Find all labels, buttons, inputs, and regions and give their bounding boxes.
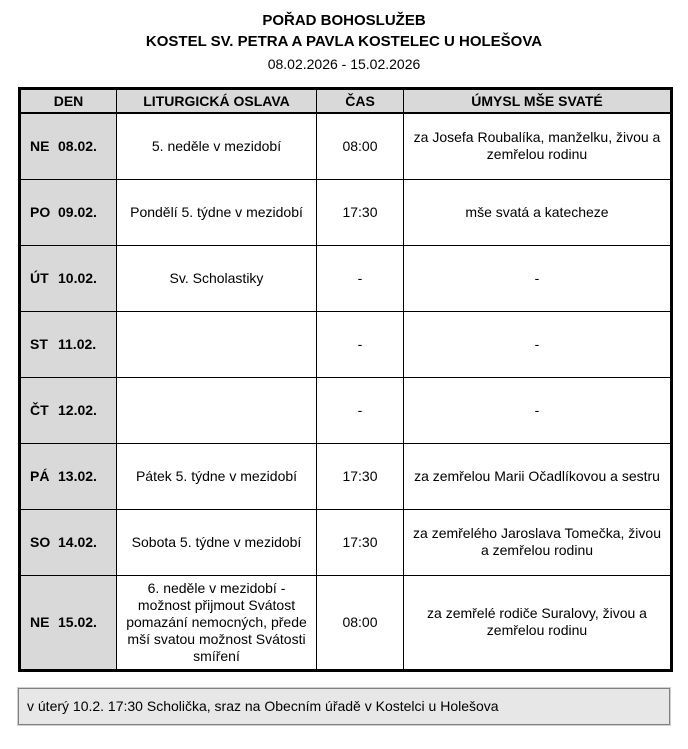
table-row <box>20 377 672 443</box>
intention-cell: mše svatá a katecheze <box>404 179 672 245</box>
column-header-cas: ČAS <box>317 89 404 114</box>
table-row <box>20 311 672 377</box>
day-cell <box>20 377 117 443</box>
schedule-header <box>20 89 672 114</box>
column-header-umysl: ÚMYSL MŠE SVATÉ <box>404 89 672 114</box>
time-cell: 08:00 <box>317 113 404 179</box>
intention-cell: za zemřelého Jaroslava Tomečka, živou a zemřelou rodinu <box>404 509 672 575</box>
day-cell <box>20 179 117 245</box>
celebration-cell: Sobota 5. týdne v mezidobí <box>117 509 317 575</box>
table-row <box>20 179 672 245</box>
celebration-cell: Pátek 5. týdne v mezidobí <box>117 443 317 509</box>
day-abbrev: PÁ <box>30 467 50 484</box>
day-date: 10.02. <box>58 269 97 286</box>
column-header-den: DEN <box>20 89 117 114</box>
celebration-cell <box>117 377 317 443</box>
page-title: POŘAD BOHOSLUŽEB <box>262 12 426 29</box>
page-subtitle: KOSTEL SV. PETRA A PAVLA KOSTELEC U HOLEŠOVA <box>145 33 543 50</box>
day-date: 09.02. <box>58 203 97 220</box>
day-abbrev: NE <box>30 613 50 630</box>
table-row <box>20 113 672 179</box>
day-abbrev: PO <box>30 203 51 220</box>
day-date: 08.02. <box>58 137 97 154</box>
table-row <box>20 245 672 311</box>
time-cell: 17:30 <box>317 179 404 245</box>
table-row <box>20 575 672 670</box>
date-range: 08.02.2026 - 15.02.2026 <box>267 56 421 72</box>
day-abbrev: NE <box>30 137 50 154</box>
footer-note: v úterý 10.2. 17:30 Scholička, sraz na Obecním úřadě v Kostelci u Holešova <box>18 688 670 725</box>
day-cell <box>20 443 117 509</box>
intention-cell: - <box>404 377 672 443</box>
intention-cell: - <box>404 245 672 311</box>
column-header-liturgicka-oslava: LITURGICKÁ OSLAVA <box>117 89 317 114</box>
time-cell: - <box>317 245 404 311</box>
intention-cell: za zemřelé rodiče Suralovy, živou a zemřelou rodinu <box>404 575 672 670</box>
day-date: 14.02. <box>58 533 97 550</box>
time-cell: 08:00 <box>317 575 404 670</box>
day-abbrev: ST <box>30 335 48 352</box>
celebration-cell: Sv. Scholastiky <box>117 245 317 311</box>
intention-cell: za zemřelou Marii Očadlíkovou a sestru <box>404 443 672 509</box>
celebration-cell: Pondělí 5. týdne v mezidobí <box>117 179 317 245</box>
celebration-cell <box>117 311 317 377</box>
intention-cell: za Josefa Roubalíka, manželku, živou a zemřelou rodinu <box>404 113 672 179</box>
day-date: 13.02. <box>58 467 97 484</box>
day-date: 15.02. <box>58 613 97 630</box>
time-cell: - <box>317 377 404 443</box>
day-date: 12.02. <box>58 401 97 418</box>
intention-cell: - <box>404 311 672 377</box>
schedule-table <box>18 87 673 672</box>
day-cell <box>20 509 117 575</box>
day-abbrev: ÚT <box>30 269 49 286</box>
day-cell <box>20 575 117 670</box>
schedule-body <box>20 113 672 670</box>
header-row <box>20 89 672 114</box>
day-cell <box>20 113 117 179</box>
time-cell: - <box>317 311 404 377</box>
title-block <box>18 10 670 75</box>
table-row <box>20 443 672 509</box>
table-row <box>20 509 672 575</box>
day-date: 11.02. <box>58 335 97 352</box>
day-abbrev: SO <box>30 533 51 550</box>
time-cell: 17:30 <box>317 443 404 509</box>
celebration-cell: 5. neděle v mezidobí <box>117 113 317 179</box>
day-cell <box>20 245 117 311</box>
celebration-cell: 6. neděle v mezidobí - možnost přijmout Svátost pomazání nemocných, přede mší svatou možnost Svátosti smíření <box>117 575 317 670</box>
day-cell <box>20 311 117 377</box>
day-abbrev: ČT <box>30 401 49 418</box>
time-cell: 17:30 <box>317 509 404 575</box>
